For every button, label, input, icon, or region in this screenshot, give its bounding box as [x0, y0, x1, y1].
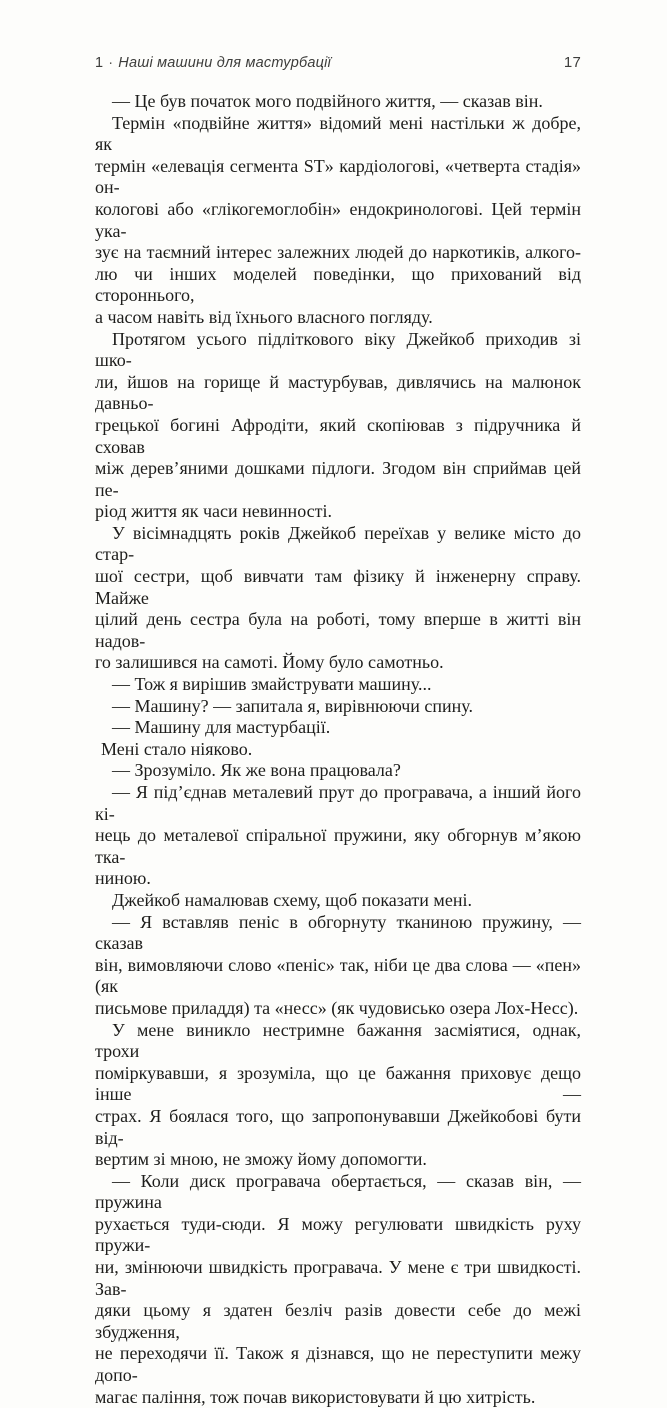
paragraph: [95, 113, 581, 329]
paragraph: [95, 739, 581, 761]
page-number: 17: [563, 54, 581, 71]
text-line: зує на таємний інтерес залежних людей до наркотиків, алкого-: [95, 242, 581, 263]
paragraph: [95, 696, 581, 718]
text-line: письмове приладдя) та «несс» (як чудовисько озера Лох-Несс).: [95, 997, 579, 1018]
chapter-title: Наші машини для мастурбації: [118, 55, 331, 71]
text-line: ни, змінюючи швидкість програвача. У мене є три швидкості. Зав-: [95, 1257, 581, 1299]
paragraph: [95, 674, 581, 696]
text-line: грецької богині Афродіти, який скопіював з підручника й сховав: [95, 414, 581, 457]
text-line: поміркувавши, я зрозуміла, що це бажання приховує дещо інше —: [95, 1062, 581, 1105]
text-line: — Коли диск програвача обертається, — сказав він, — пружина: [95, 1170, 581, 1213]
text-line: нець до металевої спіральної пружини, яку обгорнув м’якою тка-: [95, 825, 581, 867]
paragraph: [95, 760, 581, 782]
text-line: Мені стало ніяково.: [101, 738, 253, 759]
text-line: магає паління, тож почав використовувати й цю хитрість.: [95, 1386, 536, 1407]
text-line: не переходячи її. Також я дізнався, що не переступити межу допо-: [95, 1343, 581, 1386]
text-line: страх. Я боялася того, що запропонувавши Джейкобові бути від-: [95, 1105, 581, 1148]
text-line: — Я під’єднав металевий прут до програвача, а інший його кі-: [95, 782, 581, 824]
paragraph: [95, 782, 581, 890]
text-line: У мене виникло нестримне бажання засміятися, однак, трохи: [95, 1019, 581, 1062]
text-line: цілий день сестра була на роботі, тому вперше в житті він надов-: [95, 609, 581, 651]
page-body: [95, 91, 581, 1408]
text-line: шої сестри, щоб вивчати там фізику й інженерну справу. Майже: [95, 566, 581, 608]
paragraph: [95, 717, 581, 739]
text-line: ли, йшов на горище й мастурбував, дивлячись на малюнок давньо-: [95, 371, 581, 414]
text-line: рухається туди-сюди. Я можу регулювати швидкість руху пружи-: [95, 1213, 581, 1256]
paragraph: [95, 1171, 581, 1408]
text-line: ріод життя як часи невинності.: [95, 501, 332, 522]
text-line: У вісімнадцять років Джейкоб переїхав у велике місто до стар-: [95, 522, 581, 565]
text-line: — Зрозуміло. Як же вона працювала?: [112, 760, 401, 781]
paragraph: [95, 523, 581, 674]
text-line: — Тож я вирішив змайструвати машину...: [112, 674, 432, 695]
text-line: Джейкоб намалював схему, щоб показати мені.: [112, 889, 472, 910]
text-line: термін «елевація сегмента ST» кардіологові, «четверта стадія» он-: [95, 155, 581, 198]
running-header: [95, 54, 581, 72]
text-line: — Машину? — запитала я, вирівнюючи спину.: [112, 695, 473, 716]
chapter-number: 1: [95, 55, 104, 71]
text-line: лю чи інших моделей поведінки, що прихований від стороннього,: [95, 263, 581, 306]
text-line: а часом навіть від їхнього власного погляду.: [95, 306, 433, 327]
text-line: ниною.: [95, 868, 151, 889]
text-line: го залишився на самоті. Йому було самотньо.: [95, 652, 444, 673]
text-line: — Машину для мастурбації.: [112, 717, 331, 738]
text-line: він, вимовляючи слово «пеніс» так, ніби це два слова — «пен» (як: [95, 954, 581, 997]
paragraph: [95, 1020, 581, 1171]
paragraph: [95, 329, 581, 523]
text-line: — Я вставляв пеніс в обгорнуту тканиною пружину, — сказав: [95, 911, 581, 954]
paragraph: [95, 912, 581, 1020]
text-line: Термін «подвійне життя» відомий мені настільки ж добре, як: [95, 112, 581, 155]
text-line: — Це був початок мого подвійного життя, — сказав він.: [112, 91, 543, 111]
paragraph: [95, 91, 581, 113]
paragraph: [95, 890, 581, 912]
text-line: вертим зі мною, не зможу йому допомогти.: [95, 1149, 427, 1170]
text-line: Протягом усього підліткового віку Джейкоб приходив зі шко-: [95, 328, 581, 371]
chapter-separator: ·: [108, 55, 114, 71]
chapter-reference: [95, 54, 331, 72]
text-line: кологові або «глікогемоглобін» ендокринологові. Цей термін ука-: [95, 198, 581, 241]
text-line: між дерев’яними дошками підлоги. Згодом він сприймав цей пе-: [95, 458, 581, 500]
text-line: дяки цьому я здатен безліч разів довести себе до межі збудження,: [95, 1300, 581, 1342]
